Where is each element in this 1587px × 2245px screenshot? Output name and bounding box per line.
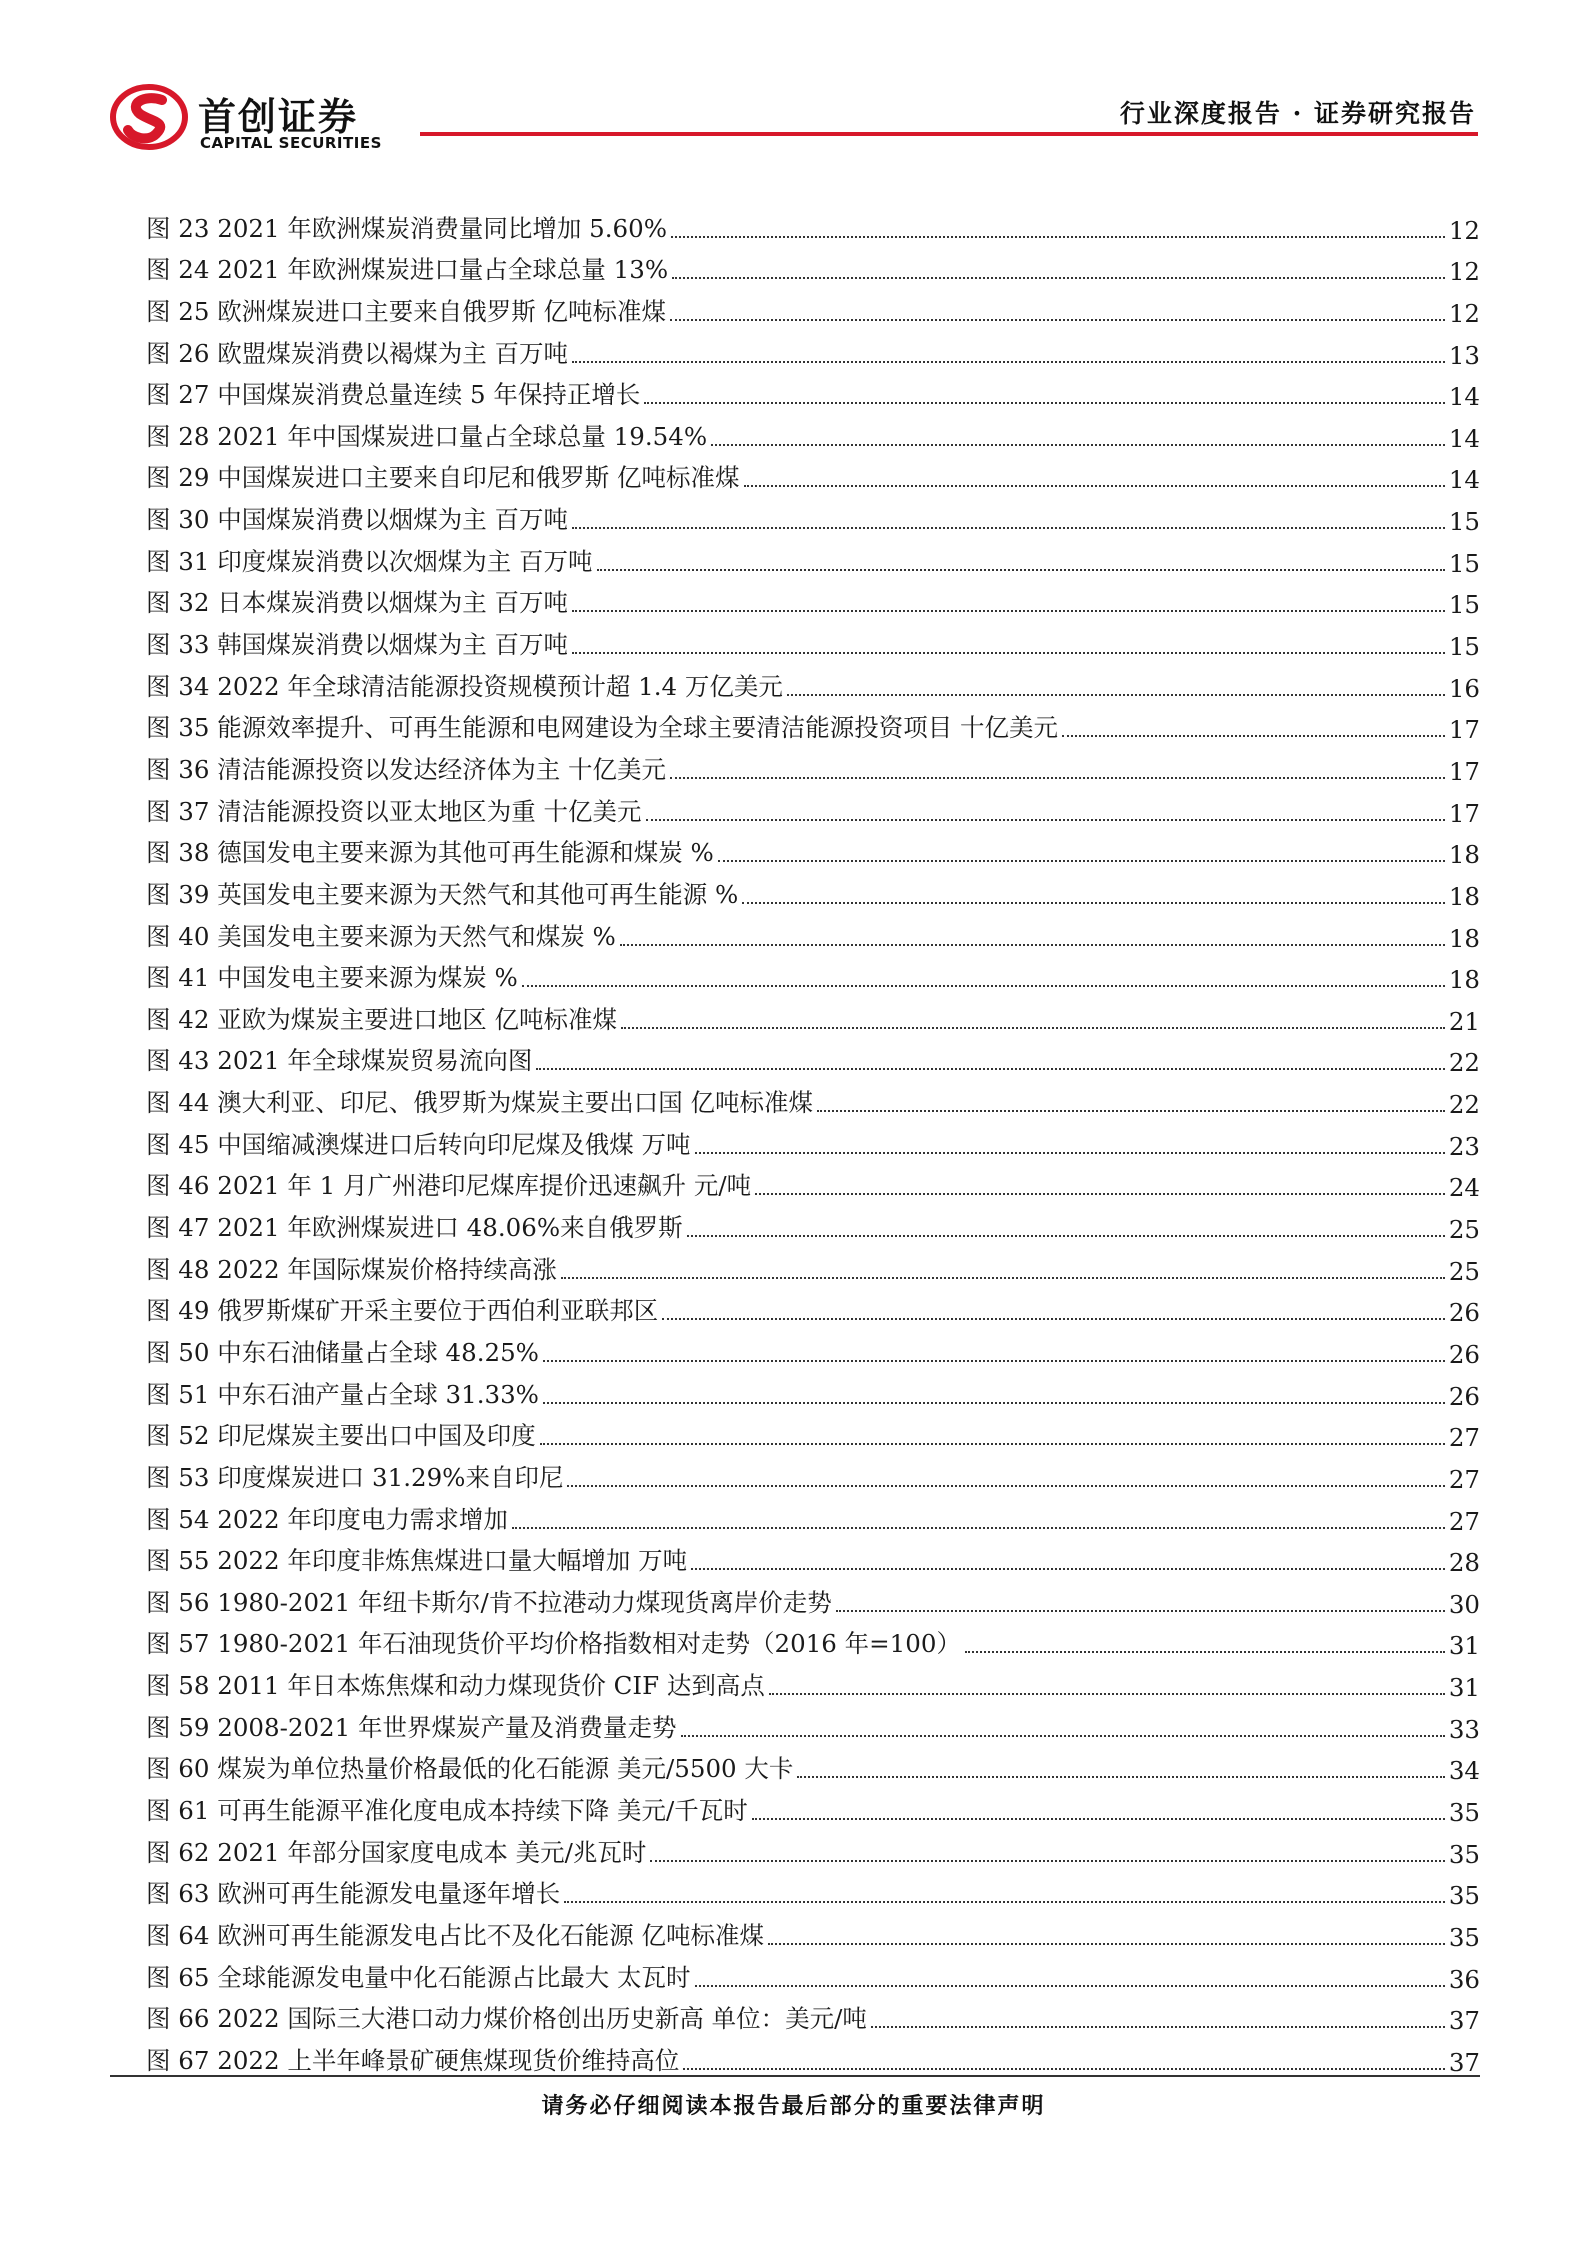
toc-entry[interactable] — [146, 1660, 1480, 1702]
toc-entry-page: 12 — [1448, 298, 1480, 328]
toc-leader-dots — [662, 1318, 1445, 1320]
toc-leader-dots — [742, 902, 1444, 904]
toc-entry-page: 30 — [1448, 1589, 1480, 1619]
toc-entry-page: 15 — [1448, 632, 1480, 662]
toc-entry-page: 31 — [1448, 1631, 1480, 1661]
toc-entry-page: 35 — [1448, 1839, 1480, 1869]
toc-entry-page: 14 — [1448, 423, 1480, 453]
toc-entry[interactable] — [146, 1619, 1480, 1661]
toc-entry[interactable] — [146, 1077, 1480, 1119]
toc-leader-dots — [787, 694, 1445, 696]
toc-leader-dots — [695, 1985, 1445, 1987]
toc-entry-title: 图 50 中东石油储量占全球 48.25% — [146, 1337, 539, 1367]
toc-entry[interactable] — [146, 869, 1480, 911]
toc-entry[interactable] — [146, 245, 1480, 287]
toc-leader-dots — [711, 444, 1445, 446]
toc-leader-dots — [522, 985, 1445, 987]
toc-entry-page: 15 — [1448, 507, 1480, 537]
toc-entry-page: 37 — [1448, 2047, 1480, 2077]
toc-entry-title: 图 49 俄罗斯煤矿开采主要位于西伯利亚联邦区 — [146, 1296, 659, 1326]
toc-leader-dots — [744, 485, 1445, 487]
toc-leader-dots — [718, 860, 1445, 862]
toc-entry-title: 图 61 可再生能源平准化度电成本持续下降 美元/千瓦时 — [146, 1795, 748, 1825]
toc-entry[interactable] — [146, 1369, 1480, 1411]
toc-entry-title: 图 45 中国缩减澳煤进口后转向印尼煤及俄煤 万吨 — [146, 1129, 691, 1159]
toc-entry-page: 15 — [1448, 590, 1480, 620]
toc-leader-dots — [965, 1651, 1445, 1653]
toc-entry[interactable] — [146, 2035, 1480, 2077]
toc-leader-dots — [621, 1027, 1445, 1029]
toc-entry-page: 18 — [1448, 965, 1480, 995]
toc-entry-page: 25 — [1448, 1256, 1480, 1286]
toc-entry[interactable] — [146, 1952, 1480, 1994]
toc-entry-page: 14 — [1448, 465, 1480, 495]
toc-entry[interactable] — [146, 786, 1480, 828]
toc-leader-dots — [543, 1360, 1445, 1362]
toc-leader-dots — [536, 1068, 1444, 1070]
toc-entry-title: 图 44 澳大利亚、印尼、俄罗斯为煤炭主要出口国 亿吨标准煤 — [146, 1088, 814, 1118]
toc-leader-dots — [752, 1818, 1445, 1820]
toc-entry-page: 18 — [1448, 840, 1480, 870]
toc-leader-dots — [572, 610, 1445, 612]
toc-entry[interactable] — [146, 619, 1480, 661]
report-type-title: 行业深度报告 · 证券研究报告 — [1119, 99, 1476, 128]
toc-leader-dots — [817, 1110, 1445, 1112]
toc-entry-title: 图 46 2021 年 1 月广州港印尼煤库提价迅速飙升 元/吨 — [146, 1171, 752, 1201]
toc-entry-page: 26 — [1448, 1339, 1480, 1369]
toc-leader-dots — [683, 2068, 1444, 2070]
toc-leader-dots — [769, 1693, 1445, 1695]
toc-entry[interactable] — [146, 1286, 1480, 1328]
toc-entry-title: 图 62 2021 年部分国家度电成本 美元/兆瓦时 — [146, 1837, 647, 1867]
toc-leader-dots — [572, 652, 1445, 654]
toc-entry-title: 图 65 全球能源发电量中化石能源占比最大 太瓦时 — [146, 1962, 691, 1992]
toc-entry-page: 16 — [1448, 673, 1480, 703]
toc-entry[interactable] — [146, 1869, 1480, 1911]
toc-entry[interactable] — [146, 328, 1480, 370]
toc-entry-page: 24 — [1448, 1173, 1480, 1203]
toc-leader-dots — [512, 1527, 1445, 1529]
toc-leader-dots — [768, 1943, 1445, 1945]
toc-entry-title: 图 55 2022 年印度非炼焦煤进口量大幅增加 万吨 — [146, 1546, 688, 1576]
toc-entry[interactable] — [146, 703, 1480, 745]
toc-entry[interactable] — [146, 1202, 1480, 1244]
toc-entry-title: 图 31 印度煤炭消费以次烟煤为主 百万吨 — [146, 546, 593, 576]
toc-entry-title: 图 66 2022 国际三大港口动力煤价格创出历史新高 单位：美元/吨 — [146, 2004, 867, 2034]
toc-entry[interactable] — [146, 370, 1480, 412]
toc-leader-dots — [1062, 735, 1445, 737]
toc-entry-title: 图 47 2021 年欧洲煤炭进口 48.06%来自俄罗斯 — [146, 1213, 683, 1243]
toc-entry[interactable] — [146, 1994, 1480, 2036]
toc-entry-title: 图 40 美国发电主要来源为天然气和煤炭 % — [146, 921, 616, 951]
toc-entry[interactable] — [146, 1536, 1480, 1578]
toc-entry-title: 图 38 德国发电主要来源为其他可再生能源和煤炭 % — [146, 838, 714, 868]
toc-leader-dots — [681, 1735, 1445, 1737]
toc-entry-title: 图 53 印度煤炭进口 31.29%来自印尼 — [146, 1462, 564, 1492]
toc-entry[interactable] — [146, 911, 1480, 953]
logo-chinese-name: 首创证券 — [198, 95, 359, 139]
toc-leader-dots — [650, 1860, 1444, 1862]
toc-entry-page: 14 — [1448, 382, 1480, 412]
toc-entry[interactable] — [146, 1785, 1480, 1827]
toc-entry-page: 21 — [1448, 1006, 1480, 1036]
page-header — [110, 78, 1478, 158]
toc-entry-page: 18 — [1448, 881, 1480, 911]
toc-entry-page: 27 — [1448, 1423, 1480, 1453]
toc-entry[interactable] — [146, 1161, 1480, 1203]
toc-entry-title: 图 48 2022 年国际煤炭价格持续高涨 — [146, 1254, 557, 1284]
toc-entry-title: 图 36 清洁能源投资以发达经济体为主 十亿美元 — [146, 754, 667, 784]
toc-leader-dots — [836, 1610, 1445, 1612]
toc-leader-dots — [670, 777, 1445, 779]
toc-entry-page: 27 — [1448, 1464, 1480, 1494]
toc-entry-page: 33 — [1448, 1714, 1480, 1744]
toc-entry-title: 图 35 能源效率提升、可再生能源和电网建设为全球主要清洁能源投资项目 十亿美元 — [146, 713, 1059, 743]
toc-entry-title: 图 58 2011 年日本炼焦煤和动力煤现货价 CIF 达到高点 — [146, 1671, 765, 1701]
toc-entry-page: 35 — [1448, 1881, 1480, 1911]
toc-entry-page: 36 — [1448, 1964, 1480, 1994]
toc-entry-page: 23 — [1448, 1131, 1480, 1161]
toc-entry-page: 17 — [1448, 798, 1480, 828]
toc-leader-dots — [797, 1776, 1444, 1778]
toc-entry[interactable] — [146, 1577, 1480, 1619]
toc-leader-dots — [644, 402, 1444, 404]
toc-entry[interactable] — [146, 1494, 1480, 1536]
toc-leader-dots — [672, 277, 1445, 279]
toc-entry[interactable] — [146, 203, 1480, 245]
toc-entry-title: 图 24 2021 年欧洲煤炭进口量占全球总量 13% — [146, 255, 669, 285]
toc-entry-title: 图 57 1980-2021 年石油现货价平均价格指数相对走势（2016 年=100） — [146, 1629, 961, 1659]
figure-index-list — [146, 203, 1480, 2077]
toc-entry-title: 图 64 欧洲可再生能源发电占比不及化石能源 亿吨标准煤 — [146, 1920, 765, 1950]
toc-leader-dots — [695, 1152, 1445, 1154]
toc-leader-dots — [646, 819, 1445, 821]
header-divider — [420, 132, 1478, 136]
toc-entry-page: 12 — [1448, 215, 1480, 245]
toc-entry-page: 26 — [1448, 1381, 1480, 1411]
toc-leader-dots — [572, 527, 1445, 529]
toc-entry-page: 27 — [1448, 1506, 1480, 1536]
toc-entry-title: 图 41 中国发电主要来源为煤炭 % — [146, 963, 518, 993]
toc-leader-dots — [540, 1443, 1445, 1445]
toc-entry-title: 图 52 印尼煤炭主要出口中国及印度 — [146, 1421, 536, 1451]
toc-entry-page: 26 — [1448, 1298, 1480, 1328]
toc-entry-title: 图 28 2021 年中国煤炭进口量占全球总量 19.54% — [146, 421, 708, 451]
toc-entry-page: 37 — [1448, 2006, 1480, 2036]
toc-entry[interactable] — [146, 1452, 1480, 1494]
toc-entry[interactable] — [146, 411, 1480, 453]
toc-entry-title: 图 67 2022 上半年峰景矿硬焦煤现货价维持高位 — [146, 2045, 680, 2075]
logo-mark-icon — [110, 84, 188, 150]
toc-entry[interactable] — [146, 1910, 1480, 1952]
toc-entry-title: 图 27 中国煤炭消费总量连续 5 年保持正增长 — [146, 380, 641, 410]
toc-leader-dots — [691, 1568, 1445, 1570]
toc-leader-dots — [687, 1235, 1445, 1237]
toc-entry-title: 图 60 煤炭为单位热量价格最低的化石能源 美元/5500 大卡 — [146, 1754, 794, 1784]
toc-entry-title: 图 56 1980-2021 年纽卡斯尔/肯不拉港动力煤现货离岸价走势 — [146, 1587, 832, 1617]
toc-entry-title: 图 39 英国发电主要来源为天然气和其他可再生能源 % — [146, 879, 739, 909]
toc-entry-page: 35 — [1448, 1797, 1480, 1827]
toc-entry[interactable] — [146, 1119, 1480, 1161]
toc-entry[interactable] — [146, 1744, 1480, 1786]
toc-entry-title: 图 32 日本煤炭消费以烟煤为主 百万吨 — [146, 588, 569, 618]
toc-entry-title: 图 42 亚欧为煤炭主要进口地区 亿吨标准煤 — [146, 1004, 618, 1034]
toc-leader-dots — [543, 1402, 1445, 1404]
toc-leader-dots — [572, 361, 1445, 363]
toc-entry[interactable] — [146, 953, 1480, 995]
toc-entry[interactable] — [146, 828, 1480, 870]
toc-entry-title: 图 23 2021 年欧洲煤炭消费量同比增加 5.60% — [146, 213, 668, 243]
toc-entry-page: 35 — [1448, 1922, 1480, 1952]
company-logo — [110, 78, 440, 158]
toc-entry[interactable] — [146, 453, 1480, 495]
toc-entry-page: 25 — [1448, 1215, 1480, 1245]
toc-entry[interactable] — [146, 1827, 1480, 1869]
toc-leader-dots — [597, 569, 1445, 571]
toc-entry[interactable] — [146, 661, 1480, 703]
toc-entry[interactable] — [146, 1702, 1480, 1744]
toc-entry-page: 28 — [1448, 1548, 1480, 1578]
toc-entry-page: 17 — [1448, 715, 1480, 745]
toc-leader-dots — [620, 944, 1445, 946]
toc-leader-dots — [670, 319, 1445, 321]
legal-notice: 请务必仔细阅读本报告最后部分的重要法律声明 — [541, 2093, 1046, 2119]
toc-entry-page: 34 — [1448, 1756, 1480, 1786]
toc-entry-page: 18 — [1448, 923, 1480, 953]
toc-entry-page: 22 — [1448, 1048, 1480, 1078]
toc-entry-page: 12 — [1448, 257, 1480, 287]
toc-entry-title: 图 43 2021 年全球煤炭贸易流向图 — [146, 1046, 533, 1076]
toc-entry[interactable] — [146, 1244, 1480, 1286]
toc-entry-title: 图 63 欧洲可再生能源发电量逐年增长 — [146, 1879, 561, 1909]
footer-divider — [110, 2075, 1480, 2077]
toc-entry-page: 17 — [1448, 756, 1480, 786]
toc-entry-title: 图 29 中国煤炭进口主要来自印尼和俄罗斯 亿吨标准煤 — [146, 463, 740, 493]
toc-leader-dots — [567, 1485, 1444, 1487]
toc-leader-dots — [871, 2026, 1445, 2028]
toc-entry[interactable] — [146, 994, 1480, 1036]
toc-entry-title: 图 54 2022 年印度电力需求增加 — [146, 1504, 508, 1534]
toc-entry-title: 图 33 韩国煤炭消费以烟煤为主 百万吨 — [146, 630, 569, 660]
toc-entry-page: 31 — [1448, 1673, 1480, 1703]
toc-entry-page: 22 — [1448, 1090, 1480, 1120]
toc-entry-title: 图 59 2008-2021 年世界煤炭产量及消费量走势 — [146, 1712, 677, 1742]
toc-entry-title: 图 26 欧盟煤炭消费以褐煤为主 百万吨 — [146, 338, 569, 368]
logo-english-name: CAPITAL SECURITIES — [200, 134, 382, 152]
toc-entry-title: 图 51 中东石油产量占全球 31.33% — [146, 1379, 539, 1409]
toc-entry-title: 图 30 中国煤炭消费以烟煤为主 百万吨 — [146, 505, 569, 535]
toc-entry[interactable] — [146, 1327, 1480, 1369]
toc-entry-title: 图 25 欧洲煤炭进口主要来自俄罗斯 亿吨标准煤 — [146, 296, 667, 326]
toc-entry-page: 13 — [1448, 340, 1480, 370]
toc-leader-dots — [755, 1193, 1445, 1195]
toc-leader-dots — [671, 236, 1445, 238]
toc-entry[interactable] — [146, 1036, 1480, 1078]
toc-entry[interactable] — [146, 494, 1480, 536]
toc-entry-title: 图 37 清洁能源投资以亚太地区为重 十亿美元 — [146, 796, 642, 826]
toc-entry[interactable] — [146, 286, 1480, 328]
toc-entry[interactable] — [146, 1411, 1480, 1453]
toc-entry-page: 15 — [1448, 548, 1480, 578]
toc-leader-dots — [561, 1277, 1445, 1279]
toc-entry-title: 图 34 2022 年全球清洁能源投资规模预计超 1.4 万亿美元 — [146, 671, 783, 701]
toc-leader-dots — [564, 1901, 1445, 1903]
toc-entry[interactable] — [146, 744, 1480, 786]
toc-entry[interactable] — [146, 578, 1480, 620]
toc-entry[interactable] — [146, 536, 1480, 578]
